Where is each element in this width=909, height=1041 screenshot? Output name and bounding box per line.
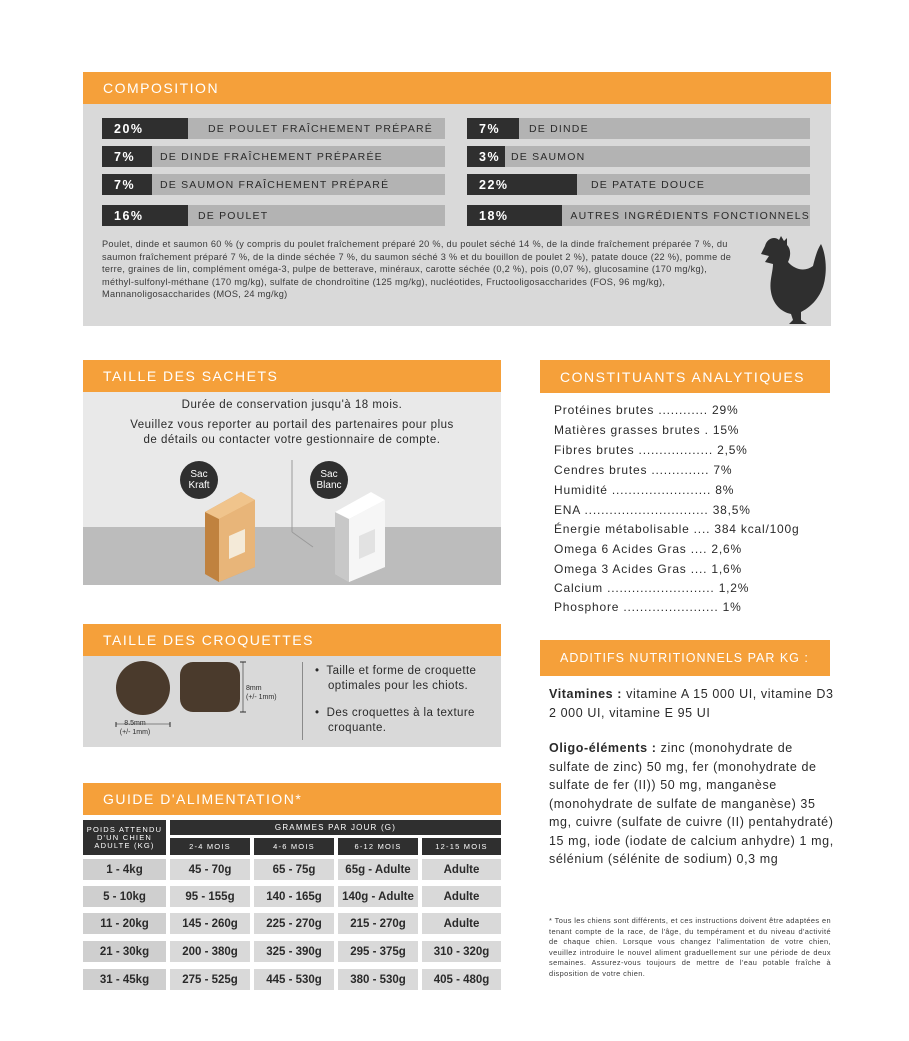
guide-title: GUIDE D'ALIMENTATION* xyxy=(103,791,303,807)
bar-label: DE SAUMON FRAÎCHEMENT PRÉPARÉ xyxy=(160,178,390,191)
age-column-header: 6-12 MOIS xyxy=(338,838,418,855)
table-cell-weight: 31 - 45kg xyxy=(83,969,166,990)
table-cell-weight: 5 - 10kg xyxy=(83,886,166,907)
table-cell-weight: 1 - 4kg xyxy=(83,859,166,880)
table-cell: 65 - 75g xyxy=(254,859,334,880)
bar-percent: 3% xyxy=(467,146,505,167)
bar-percent: 7% xyxy=(102,174,152,195)
table-cell: 295 - 375g xyxy=(338,941,418,962)
sachets-info-line: de détails ou contacter votre gestionnaire de compte. xyxy=(143,434,441,446)
table-cell: 145 - 260g xyxy=(170,913,250,934)
footnote: * Tous les chiens sont différents, et ces instructions doivent être adaptées en tenant compte de la race, de l'âge, du tempérament et du niveau d'activité de chaque chien. Lorsque vous changez l'alimentation de votre chien, veuillez introduire le nouvel aliment graduellement sur une période de deux semaines. Assurez-vous toujours de mettre de l'eau potable fraîche à disposition de votre chien. xyxy=(549,916,831,978)
croquettes-title: TAILLE DES CROQUETTES xyxy=(103,632,314,648)
table-cell-weight: 21 - 30kg xyxy=(83,941,166,962)
composition-text: Poulet, dinde et saumon 60 % (y compris du poulet fraîchement préparé 20 %, du poulet séché 14 %, de la dinde fraîchement préparée 7 %, du saumon fraîchement préparé 7 %, de la dinde séchée 7 %, du saumon séché 3 % et du bouillon de poulet 2 %), patate douce (22 %), pomme de terre, graines de lin, complément oméga-3, pulpe de betterave, minéraux, carotte séchée (0,2 %), pois (0,07 %), glucosamine (170 mg/kg), méthyl-sulfonyl-méthane (170 mg/kg), sulfate de chondroïtine (125 mg/kg), nucléotides, Fructooligosaccharides (FOS, 96 mg/kg), Mannanoligosaccharides (MOS, 24 mg/kg) xyxy=(102,239,732,299)
dimension-tolerance: (+/- 1mm) xyxy=(119,729,151,736)
bar-percent: 7% xyxy=(467,118,519,139)
table-cell: 275 - 525g xyxy=(170,969,250,990)
constituant-row: Protéines brutes ............ 29% xyxy=(554,403,739,417)
table-cell: 65g - Adulte xyxy=(338,859,418,880)
table-cell: 215 - 270g xyxy=(338,913,418,934)
composition-bar xyxy=(102,118,445,139)
white-bag-icon xyxy=(335,492,385,582)
bag-label-line: Blanc xyxy=(316,480,342,491)
header-line: D'UN CHIEN xyxy=(96,832,153,842)
bar-label: DE DINDE xyxy=(529,122,589,135)
constituant-row: Énergie métabolisable .... 384 kcal/100g xyxy=(554,522,800,536)
bullet-line: Taille et forme de croquette xyxy=(326,665,477,677)
weight-column-header xyxy=(83,820,166,855)
bag-label-line: Sac xyxy=(320,469,338,480)
kraft-bag-label xyxy=(180,461,218,499)
table-cell: Adulte xyxy=(422,859,501,880)
constituant-row: Matières grasses brutes . 15% xyxy=(554,423,740,437)
vitamins-label: Vitamines : xyxy=(549,687,623,701)
croquettes-bullet: • Des croquettes à la texture croquante. xyxy=(315,707,475,734)
table-cell: 140 - 165g xyxy=(254,886,334,907)
composition-title: COMPOSITION xyxy=(103,80,220,96)
dimension-tolerance: (+/- 1mm) xyxy=(246,694,277,701)
table-cell: 45 - 70g xyxy=(170,859,250,880)
white-bag-label xyxy=(310,461,348,499)
vitamins-block xyxy=(549,685,834,722)
table-cell: 445 - 530g xyxy=(254,969,334,990)
constituant-row: Fibres brutes .................. 2,5% xyxy=(554,443,748,457)
age-column-header: 2-4 MOIS xyxy=(170,838,250,855)
composition-bar xyxy=(102,146,445,167)
table-cell: 310 - 320g xyxy=(422,941,501,962)
constituant-row: Humidité ........................ 8% xyxy=(554,483,735,497)
composition-bar xyxy=(467,146,810,167)
croquettes-header xyxy=(83,624,501,656)
bar-label: DE PATATE DOUCE xyxy=(591,178,706,191)
bag-label-line: Kraft xyxy=(188,480,210,491)
constituant-row: ENA .............................. 38,5% xyxy=(554,503,751,517)
oligo-text: zinc (monohydrate de sulfate de zinc) 50 mg, fer (monohydrate de sulfate de fer (II)) 50 mg, manganèse (monohydrate de sulfate de manganèse) 35 mg, cuivre (sulfate de cuivre (II) pentahydraté) 15 mg, iode (iodate de calcium anhydre) 1 mg, sélénium (sélénite de sodium) 0,3 mg xyxy=(549,741,834,866)
composition-bar xyxy=(102,174,445,195)
dimension-value: 8.5mm xyxy=(124,720,146,727)
table-cell: 380 - 530g xyxy=(338,969,418,990)
divider xyxy=(302,662,303,740)
sachets-header xyxy=(83,360,501,392)
composition-bar xyxy=(467,118,810,139)
bar-label: DE SAUMON xyxy=(511,150,586,163)
kraft-bag-icon xyxy=(205,492,255,582)
bar-label: DE POULET xyxy=(198,209,269,222)
sachets-shelf-life: Durée de conservation jusqu'à 18 mois. xyxy=(181,399,403,411)
bar-label: DE POULET FRAÎCHEMENT PRÉPARÉ xyxy=(208,122,434,135)
table-cell: 405 - 480g xyxy=(422,969,501,990)
croquettes-panel xyxy=(83,656,501,747)
oligo-block xyxy=(549,739,834,869)
bags-illustration xyxy=(83,452,501,585)
table-cell: 140g - Adulte xyxy=(338,886,418,907)
table-cell: Adulte xyxy=(422,886,501,907)
vitamins-text: vitamine A 15 000 UI, vitamine D3 2 000 UI, vitamine E 95 UI xyxy=(549,687,834,720)
hen-icon xyxy=(755,232,827,324)
composition-panel xyxy=(83,104,831,326)
bullet-line: Des croquettes à la texture xyxy=(326,707,475,719)
bar-percent: 18% xyxy=(467,205,562,226)
table-cell: 95 - 155g xyxy=(170,886,250,907)
composition-bar xyxy=(102,205,445,226)
composition-bar xyxy=(467,174,810,195)
composition-header xyxy=(83,72,831,104)
table-cell: 200 - 380g xyxy=(170,941,250,962)
header-line: ADULTE (KG) xyxy=(94,840,155,850)
table-cell: 225 - 270g xyxy=(254,913,334,934)
constituant-row: Phosphore ....................... 1% xyxy=(554,600,742,614)
additifs-title: ADDITIFS NUTRITIONNELS PAR KG : xyxy=(560,651,809,665)
composition-bar xyxy=(467,205,810,226)
table-cell: 325 - 390g xyxy=(254,941,334,962)
table-cell: Adulte xyxy=(422,913,501,934)
bullet-line: croquante. xyxy=(328,722,387,734)
grams-group-header: GRAMMES PAR JOUR (G) xyxy=(170,820,501,835)
bag-label-line: Sac xyxy=(190,469,208,480)
round-kibble-icon xyxy=(116,661,170,715)
bar-label: DE DINDE FRAÎCHEMENT PRÉPARÉE xyxy=(160,150,383,163)
constituant-row: Omega 3 Acides Gras .... 1,6% xyxy=(554,562,742,576)
bar-percent: 22% xyxy=(467,174,577,195)
bar-percent: 16% xyxy=(102,205,188,226)
dimension-value: 8mm xyxy=(246,685,262,692)
sachets-panel xyxy=(83,392,501,585)
kibble-height-dimension xyxy=(246,684,277,702)
constituants-header xyxy=(540,360,830,393)
croquettes-bullet: • Taille et forme de croquette optimales pour les chiots. xyxy=(315,665,477,692)
header-line: POIDS ATTENDU xyxy=(86,824,163,834)
constituant-row: Omega 6 Acides Gras .... 2,6% xyxy=(554,542,742,556)
bullet-line: optimales pour les chiots. xyxy=(328,680,469,692)
square-kibble-icon xyxy=(180,662,240,712)
age-column-header: 4-6 MOIS xyxy=(254,838,334,855)
kibble-width-dimension xyxy=(111,719,159,737)
bar-percent: 7% xyxy=(102,146,152,167)
oligo-label: Oligo-éléments : xyxy=(549,741,657,755)
guide-header xyxy=(83,783,501,815)
constituant-row: Calcium .......................... 1,2% xyxy=(554,581,750,595)
constituants-title: CONSTITUANTS ANALYTIQUES xyxy=(560,368,805,385)
bar-percent: 20% xyxy=(102,118,188,139)
additifs-header xyxy=(540,640,830,676)
sachets-title: TAILLE DES SACHETS xyxy=(103,368,279,384)
constituant-row: Cendres brutes .............. 7% xyxy=(554,463,733,477)
table-cell-weight: 11 - 20kg xyxy=(83,913,166,934)
bar-label: AUTRES INGRÉDIENTS FONCTIONNELS xyxy=(570,209,810,222)
age-column-header: 12-15 MOIS xyxy=(422,838,501,855)
sachets-info-line: Veuillez vous reporter au portail des partenaires pour plus xyxy=(130,419,454,431)
